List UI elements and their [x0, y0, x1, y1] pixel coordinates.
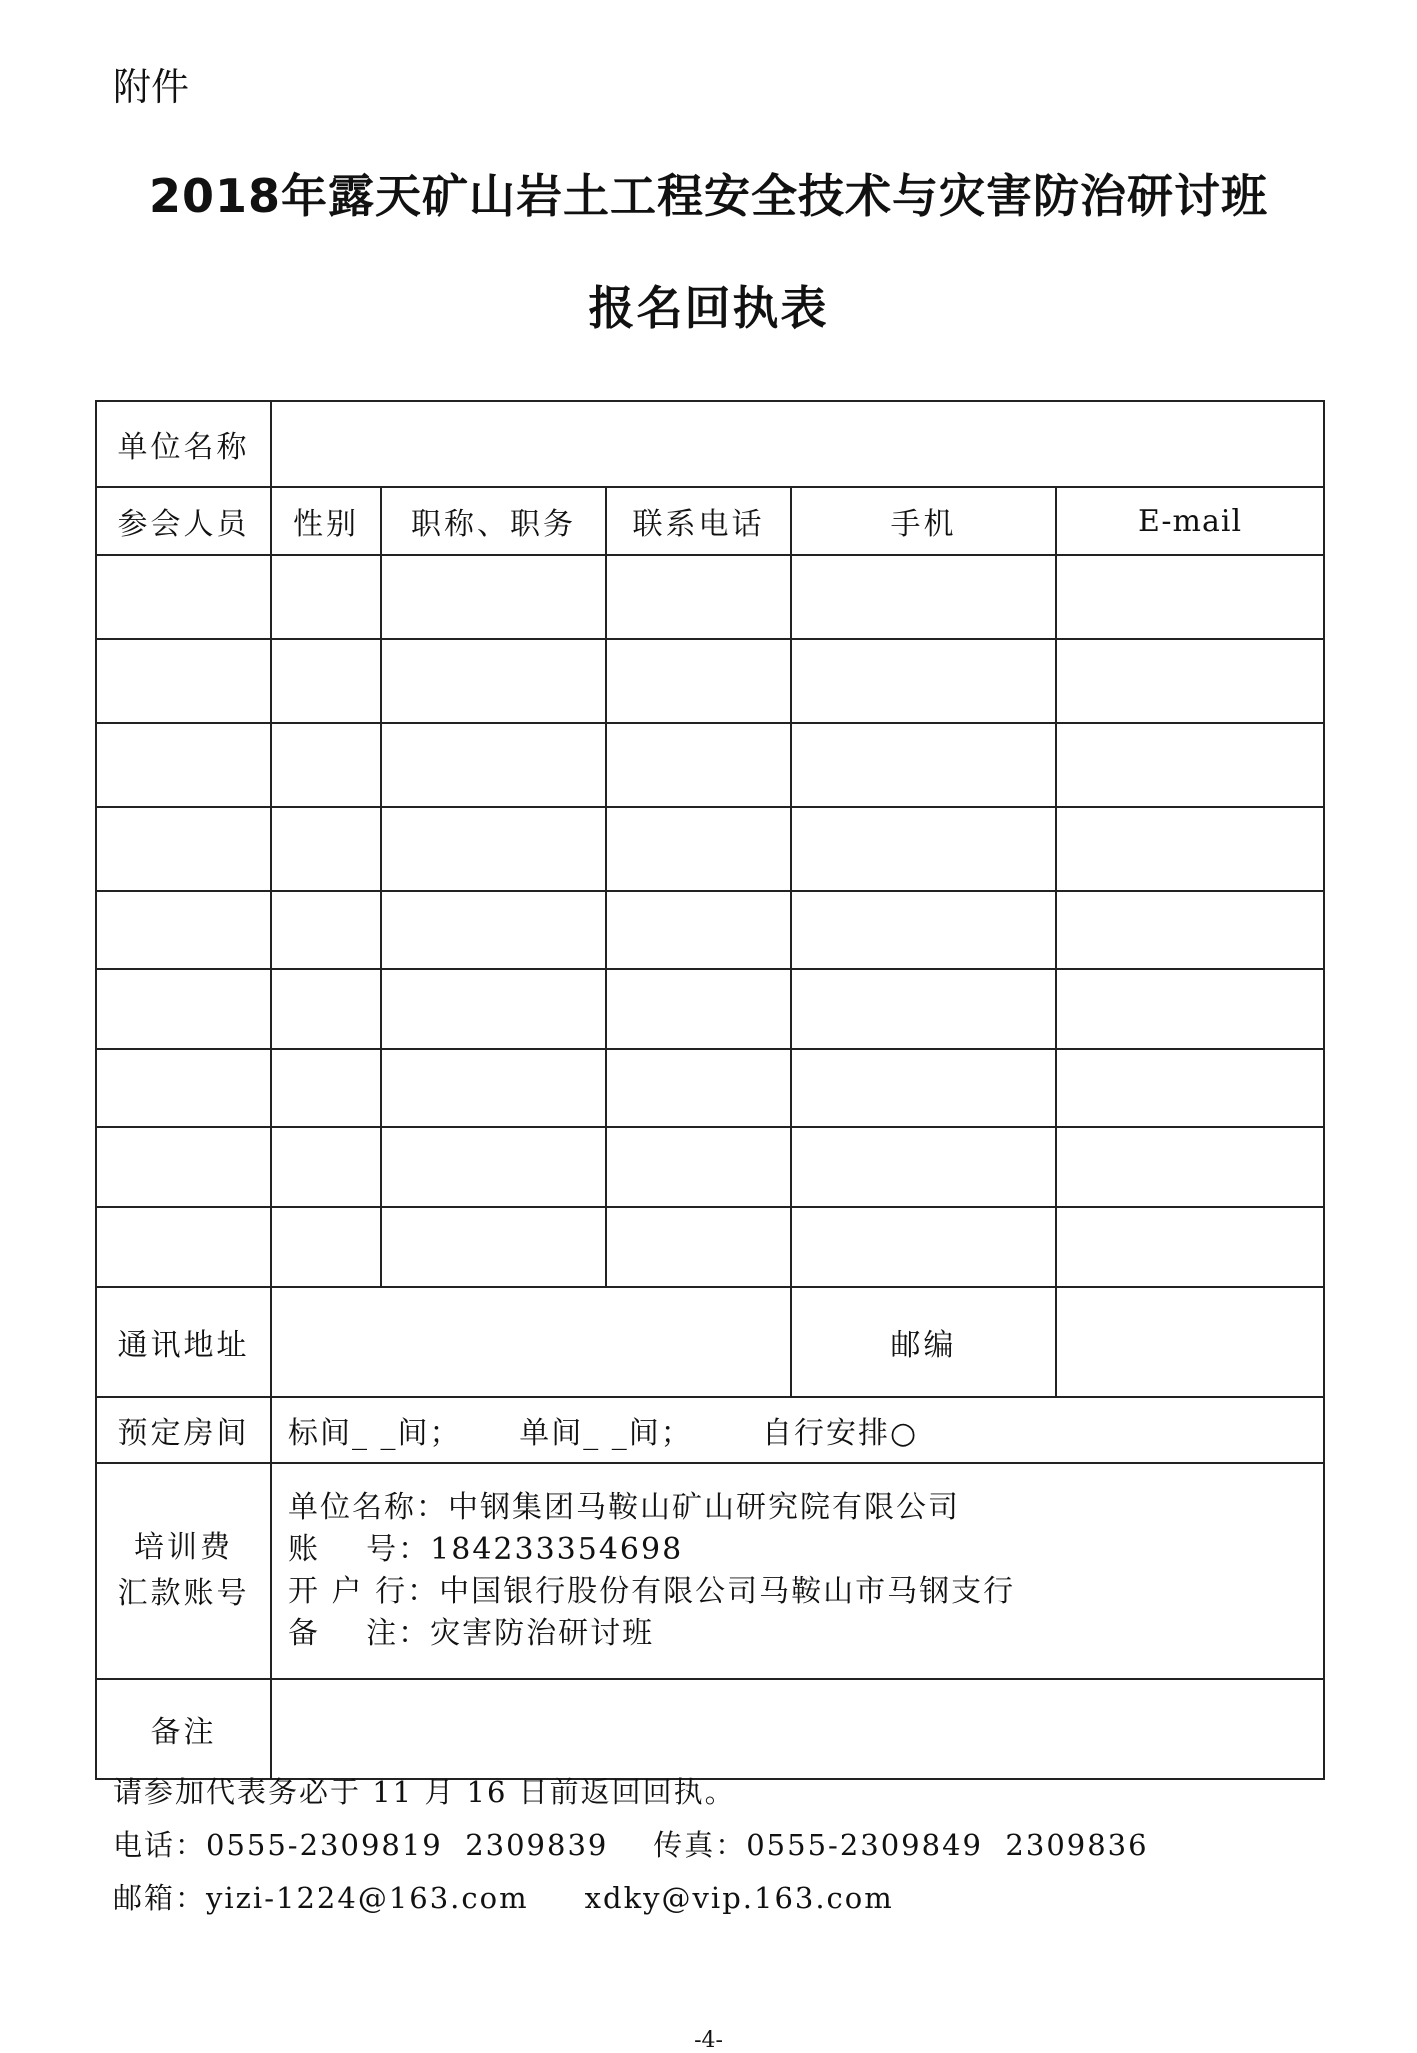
- account-bank: 开 户 行：中国银行股份有限公司马鞍山市马钢支行: [288, 1574, 1016, 1609]
- attendee-cell[interactable]: [381, 807, 606, 891]
- attendee-cell[interactable]: [271, 1207, 381, 1287]
- attendee-cell[interactable]: [271, 1127, 381, 1207]
- remarks-field[interactable]: [271, 1679, 1324, 1779]
- postcode-label: 邮编: [791, 1287, 1056, 1397]
- address-label: 通讯地址: [96, 1287, 271, 1397]
- postcode-field[interactable]: [1056, 1287, 1324, 1397]
- attendee-row: [96, 891, 1324, 969]
- attendee-cell[interactable]: [381, 1127, 606, 1207]
- attendee-cell[interactable]: [606, 555, 791, 639]
- attendee-cell[interactable]: [96, 1127, 271, 1207]
- attendee-cell[interactable]: [1056, 555, 1324, 639]
- fee-label-line1: 培训费: [134, 1530, 233, 1565]
- attendee-cell[interactable]: [381, 1207, 606, 1287]
- attendee-cell[interactable]: [1056, 891, 1324, 969]
- attendee-cell[interactable]: [381, 969, 606, 1049]
- col-header-phone: 联系电话: [606, 487, 791, 555]
- attendee-cell[interactable]: [271, 891, 381, 969]
- attendee-cell[interactable]: [1056, 969, 1324, 1049]
- attendee-cell[interactable]: [96, 1207, 271, 1287]
- attendee-cell[interactable]: [1056, 1049, 1324, 1127]
- unit-name-row: [96, 401, 1324, 487]
- header-row: [96, 487, 1324, 555]
- attendee-cell[interactable]: [271, 1049, 381, 1127]
- attendee-cell[interactable]: [606, 639, 791, 723]
- attendee-cell[interactable]: [606, 891, 791, 969]
- attendee-row: [96, 969, 1324, 1049]
- attendee-cell[interactable]: [791, 723, 1056, 807]
- attendee-row: [96, 807, 1324, 891]
- attendee-cell[interactable]: [791, 807, 1056, 891]
- col-header-title: 职称、职务: [381, 487, 606, 555]
- unit-name-field[interactable]: [271, 401, 1324, 487]
- attendee-cell[interactable]: [1056, 807, 1324, 891]
- fee-label-line2: 汇款账号: [117, 1576, 250, 1611]
- attendee-cell[interactable]: [1056, 639, 1324, 723]
- attendee-cell[interactable]: [96, 969, 271, 1049]
- footer-deadline-note: 请参加代表务必于 11 月 16 日前返回回执。: [113, 1775, 736, 1809]
- attendee-cell[interactable]: [96, 555, 271, 639]
- footer-contact-phone: 电话：0555-2309819 2309839 传真：0555-2309849 2309836: [113, 1828, 1149, 1862]
- room-label: 预定房间: [96, 1397, 271, 1463]
- col-header-mobile: 手机: [791, 487, 1056, 555]
- attendee-cell[interactable]: [791, 891, 1056, 969]
- attendee-cell[interactable]: [271, 555, 381, 639]
- attendee-cell[interactable]: [606, 1049, 791, 1127]
- col-header-attendee: 参会人员: [96, 487, 271, 555]
- form-title: 2018年露天矿山岩土工程安全技术与灾害防治研讨班: [148, 169, 1269, 223]
- fee-account-label: [96, 1463, 271, 1679]
- attendee-cell[interactable]: [791, 555, 1056, 639]
- attendee-row: [96, 555, 1324, 639]
- attendee-row: [96, 723, 1324, 807]
- attendee-cell[interactable]: [791, 1049, 1056, 1127]
- address-field[interactable]: [271, 1287, 791, 1397]
- attendee-cell[interactable]: [606, 807, 791, 891]
- room-row: [96, 1397, 1324, 1463]
- attendee-row: [96, 1049, 1324, 1127]
- registration-form-table: [95, 400, 1325, 1780]
- remarks-label: 备注: [96, 1679, 271, 1779]
- attendee-cell[interactable]: [271, 969, 381, 1049]
- attendee-cell[interactable]: [381, 555, 606, 639]
- attendee-cell[interactable]: [791, 639, 1056, 723]
- col-header-gender: 性别: [271, 487, 381, 555]
- attendee-row: [96, 1127, 1324, 1207]
- attendee-cell[interactable]: [271, 807, 381, 891]
- col-header-email: E-mail: [1056, 487, 1324, 555]
- attendee-cell[interactable]: [791, 1207, 1056, 1287]
- remarks-row: [96, 1679, 1324, 1779]
- account-note: 备 注：灾害防治研讨班: [288, 1616, 655, 1651]
- attendee-cell[interactable]: [271, 639, 381, 723]
- attendee-cell[interactable]: [96, 639, 271, 723]
- fee-account-row: [96, 1463, 1324, 1679]
- attendee-cell[interactable]: [96, 1049, 271, 1127]
- attendee-cell[interactable]: [96, 723, 271, 807]
- attendee-cell[interactable]: [606, 1207, 791, 1287]
- attendee-cell[interactable]: [381, 1049, 606, 1127]
- account-unit-name: 单位名称：中钢集团马鞍山矿山研究院有限公司: [288, 1490, 960, 1525]
- attendee-cell[interactable]: [381, 639, 606, 723]
- room-options[interactable]: 标间_ _间； 单间_ _间； 自行安排○: [271, 1397, 1324, 1463]
- attendee-cell[interactable]: [606, 1127, 791, 1207]
- attendee-cell[interactable]: [791, 969, 1056, 1049]
- attendee-cell[interactable]: [791, 1127, 1056, 1207]
- account-info: [271, 1463, 1324, 1679]
- page-number: -4-: [694, 2028, 723, 2053]
- attendee-cell[interactable]: [606, 969, 791, 1049]
- form-subtitle: 报名回执表: [588, 281, 829, 335]
- attendee-row: [96, 639, 1324, 723]
- attendee-cell[interactable]: [1056, 1207, 1324, 1287]
- attendee-cell[interactable]: [381, 891, 606, 969]
- address-row: [96, 1287, 1324, 1397]
- unit-name-label: 单位名称: [96, 401, 271, 487]
- attendee-cell[interactable]: [96, 891, 271, 969]
- attendee-cell[interactable]: [271, 723, 381, 807]
- attendee-cell[interactable]: [1056, 723, 1324, 807]
- attendee-cell[interactable]: [96, 807, 271, 891]
- attendee-cell[interactable]: [381, 723, 606, 807]
- attachment-label: 附件: [113, 65, 190, 109]
- attendee-row: [96, 1207, 1324, 1287]
- footer-contact-email: 邮箱：yizi-1224@163.com xdky@vip.163.com: [113, 1881, 894, 1915]
- attendee-cell[interactable]: [606, 723, 791, 807]
- attendee-cell[interactable]: [1056, 1127, 1324, 1207]
- account-number: 账 号：184233354698: [288, 1532, 684, 1567]
